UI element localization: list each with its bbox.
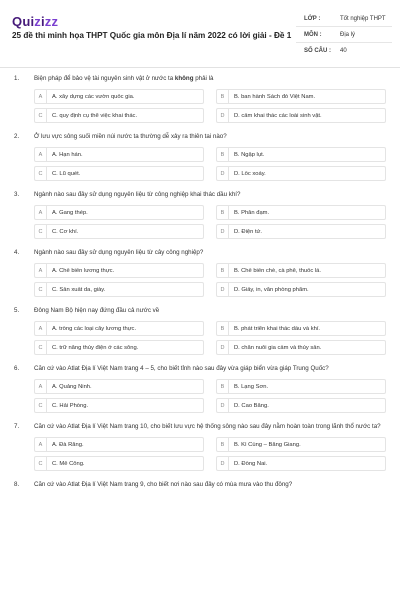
meta-label: SỐ CÂU :	[304, 48, 331, 54]
option-letter: D	[217, 341, 229, 354]
option-grid	[34, 437, 386, 471]
answer-option-b[interactable]	[216, 263, 386, 278]
option-grid	[34, 147, 386, 181]
answer-option-c[interactable]	[34, 224, 204, 239]
answer-option-c[interactable]	[34, 108, 204, 123]
option-letter: B	[217, 148, 229, 161]
question-header	[14, 132, 386, 141]
option-letter: D	[217, 225, 229, 238]
answer-option-d[interactable]	[216, 282, 386, 297]
question-text-part: Ngành nào sau đây sử dụng nguyên liệu từ cây công nghiệp?	[34, 249, 204, 256]
page-header	[0, 0, 400, 68]
answer-option-d[interactable]	[216, 108, 386, 123]
option-grid	[34, 321, 386, 355]
option-letter: C	[35, 399, 47, 412]
option-letter: C	[35, 225, 47, 238]
question-number: 7.	[14, 423, 20, 430]
option-letter: B	[217, 322, 229, 335]
question-text	[34, 480, 386, 489]
option-letter: D	[217, 457, 229, 470]
option-text: A. Đà Rằng.	[52, 441, 84, 448]
answer-option-a[interactable]	[34, 89, 204, 104]
answer-option-c[interactable]	[34, 166, 204, 181]
question-text	[34, 132, 386, 141]
question-number: 8.	[14, 481, 20, 488]
option-grid	[34, 263, 386, 297]
option-text: D. Điện tử.	[234, 228, 263, 235]
answer-option-a[interactable]	[34, 437, 204, 452]
answer-option-d[interactable]	[216, 340, 386, 355]
option-text: A. xây dựng các vườn quốc gia.	[52, 93, 135, 100]
option-text: A. Chế biến lương thực.	[52, 267, 115, 274]
option-text: B. Kì Cùng – Bằng Giang.	[234, 441, 301, 448]
meta-value: 40	[340, 48, 347, 54]
option-grid	[34, 205, 386, 239]
option-text: B. Chế biến chè, cà phê, thuốc lá.	[234, 267, 322, 274]
meta-label: MÔN :	[304, 31, 322, 38]
option-text: A. Gang thép.	[52, 209, 88, 216]
option-letter: D	[217, 167, 229, 180]
option-letter: B	[217, 438, 229, 451]
option-letter: A	[35, 206, 47, 219]
answer-option-b[interactable]	[216, 321, 386, 336]
question-item	[0, 74, 400, 123]
meta-row-count	[296, 43, 392, 59]
option-text: C. Sản xuất da, giày.	[52, 286, 106, 293]
option-text: D. Giấy, in, văn phòng phẩm.	[234, 286, 309, 293]
option-letter: A	[35, 322, 47, 335]
option-text: D. chăn nuôi gia cầm và thủy sản.	[234, 344, 322, 351]
question-number: 6.	[14, 365, 20, 372]
question-number: 1.	[14, 75, 20, 82]
question-text-part: Biện pháp để bảo vệ tài nguyên sinh vật ở nước ta	[34, 75, 175, 82]
question-item	[0, 364, 400, 413]
answer-option-a[interactable]	[34, 379, 204, 394]
answer-option-c[interactable]	[34, 398, 204, 413]
answer-option-d[interactable]	[216, 166, 386, 181]
option-text: C. trữ năng thủy điện ở các sông.	[52, 344, 139, 351]
document-title: 25 đề thi minh họa THPT Quốc gia môn Địa lí năm 2022 có lời giải - Đề 1	[12, 31, 292, 40]
option-text: B. phát triển khai thác dầu và khí.	[234, 325, 321, 332]
option-grid	[34, 89, 386, 123]
option-letter: C	[35, 341, 47, 354]
answer-option-a[interactable]	[34, 263, 204, 278]
question-header	[14, 190, 386, 199]
question-header	[14, 364, 386, 373]
option-text: C. Hải Phòng.	[52, 402, 89, 409]
meta-value: Địa lý	[340, 31, 356, 38]
option-letter: C	[35, 457, 47, 470]
answer-option-d[interactable]	[216, 224, 386, 239]
question-text-part: Ở lưu vực sông suối miền núi nước ta thường dễ xảy ra thiên tai nào?	[34, 133, 227, 140]
answer-option-b[interactable]	[216, 89, 386, 104]
option-text: D. Đồng Nai.	[234, 460, 268, 467]
question-text-part: Căn cứ vào Atlat Địa lí Việt Nam trang 9, cho biết nơi nào sau đây có mùa mưa vào thu đông?	[34, 481, 293, 488]
option-letter: C	[35, 283, 47, 296]
answer-option-b[interactable]	[216, 205, 386, 220]
option-letter: C	[35, 167, 47, 180]
question-text-part: Ngành nào sau đây sử dụng nguyên liệu từ công nghiệp khai thác dầu khí?	[34, 191, 241, 198]
option-text: B. Ngập lụt.	[234, 151, 265, 158]
answer-option-a[interactable]	[34, 205, 204, 220]
question-number: 2.	[14, 133, 20, 140]
meta-value: Tốt nghiệp THPT	[340, 15, 386, 22]
option-text: C. Cơ khí.	[52, 228, 79, 235]
option-letter: A	[35, 380, 47, 393]
option-letter: C	[35, 109, 47, 122]
question-item	[0, 190, 400, 239]
question-item	[0, 132, 400, 181]
answer-option-b[interactable]	[216, 379, 386, 394]
question-number: 4.	[14, 249, 20, 256]
option-text: D. Cao Bằng.	[234, 402, 269, 409]
option-text: B. Lạng Sơn.	[234, 383, 269, 390]
option-text: B. ban hành Sách đỏ Việt Nam.	[234, 93, 316, 100]
question-list	[0, 74, 400, 498]
option-letter: D	[217, 399, 229, 412]
question-text	[34, 190, 386, 199]
option-text: A. Hạn hán.	[52, 151, 83, 158]
quizizz-logo: Quizizz	[12, 14, 59, 29]
answer-option-a[interactable]	[34, 147, 204, 162]
option-letter: A	[35, 90, 47, 103]
answer-option-c[interactable]	[34, 282, 204, 297]
option-text: D. cấm khai thác các loài sinh vật.	[234, 112, 322, 119]
option-grid	[34, 379, 386, 413]
option-text: D. Lốc xoáy.	[234, 170, 266, 177]
option-text: C. quy định cụ thể việc khai thác.	[52, 112, 138, 119]
option-letter: B	[217, 264, 229, 277]
question-number: 5.	[14, 307, 20, 314]
answer-option-d[interactable]	[216, 456, 386, 471]
answer-option-d[interactable]	[216, 398, 386, 413]
option-letter: A	[35, 264, 47, 277]
answer-option-b[interactable]	[216, 147, 386, 162]
option-text: C. Mê Công.	[52, 460, 85, 467]
answer-option-c[interactable]	[34, 456, 204, 471]
question-header	[14, 74, 386, 83]
question-item	[0, 306, 400, 355]
meta-label: LỚP :	[304, 15, 321, 22]
question-text-part: Căn cứ vào Atlat Địa lí Việt Nam trang 4 – 5, cho biết tỉnh nào sau đây vừa giáp biển vừa giáp Trung Quốc?	[34, 365, 329, 372]
option-letter: D	[217, 283, 229, 296]
option-text: A. trồng các loại cây lương thực.	[52, 325, 137, 332]
option-letter: B	[217, 90, 229, 103]
option-letter: D	[217, 109, 229, 122]
option-text: A. Quảng Ninh.	[52, 383, 92, 390]
question-item	[0, 480, 400, 489]
option-letter: B	[217, 380, 229, 393]
meta-row-subject	[296, 27, 392, 43]
answer-option-b[interactable]	[216, 437, 386, 452]
question-text-emphasis: không	[174, 75, 194, 82]
question-header	[14, 422, 386, 431]
question-number: 3.	[14, 191, 20, 198]
question-text-part: Căn cứ vào Atlat Địa lí Việt Nam trang 10, cho biết lưu vực hệ thống sông nào sau đây nằm hoàn toàn trong lãnh thổ nước ta?	[34, 423, 381, 430]
question-text-part: phải là	[193, 75, 214, 82]
question-text	[34, 74, 386, 83]
question-header	[14, 480, 386, 489]
option-letter: A	[35, 148, 47, 161]
option-letter: A	[35, 438, 47, 451]
answer-option-c[interactable]	[34, 340, 204, 355]
question-item	[0, 248, 400, 297]
question-text	[34, 422, 386, 431]
question-text	[34, 248, 386, 257]
option-text: B. Phân đạm.	[234, 209, 270, 216]
question-text	[34, 364, 386, 373]
answer-option-a[interactable]	[34, 321, 204, 336]
meta-box	[296, 11, 392, 59]
question-text	[34, 306, 386, 315]
question-text-part: Đông Nam Bộ hiện nay đứng đầu cả nước về	[34, 307, 160, 314]
option-letter: B	[217, 206, 229, 219]
question-header	[14, 248, 386, 257]
option-text: C. Lũ quét.	[52, 170, 81, 177]
question-item	[0, 422, 400, 471]
meta-row-class	[296, 11, 392, 27]
question-header	[14, 306, 386, 315]
